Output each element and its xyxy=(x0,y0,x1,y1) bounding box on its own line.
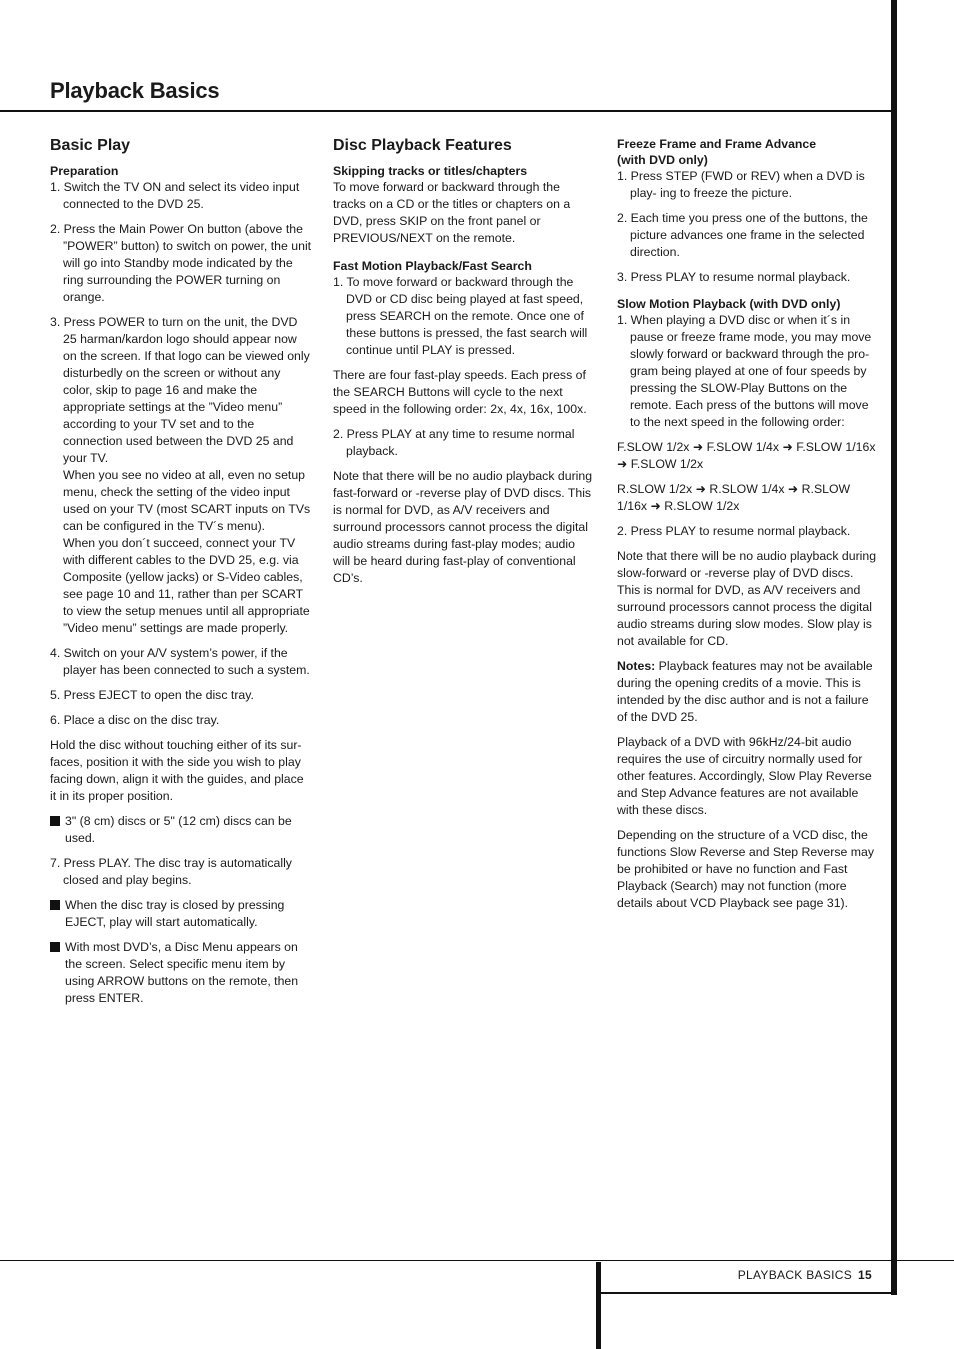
arrow-right-icon: ➜ xyxy=(787,482,799,496)
notes-label: Notes: xyxy=(617,659,656,673)
slow-step-2: 2. Press PLAY to resume normal playback. xyxy=(617,524,851,538)
step-3-no-video: When you see no video at all, even no setup menu, check the setting of the video input used on your TV (most SCART inputs on TVs can be configured in the TV´s menu). xyxy=(63,468,311,533)
step-3-text: 3. Press POWER to turn on the unit, the DVD 25 harman/kardon logo should appear now on the screen. If that logo can be viewed only disturbedly on the screen or without any color, skip to page 16 and make the appropriate settings at the ”Video menu” according to your TV set and to the connection used between the DVD 25 and your TV. xyxy=(50,315,310,465)
footer-box-rule xyxy=(600,1292,897,1294)
seq-rev-3: R.SLOW 1/16x xyxy=(617,482,851,513)
subheading-skipping: Skipping tracks or titles/chapters xyxy=(333,164,528,178)
step-7: 7. Press PLAY. The disc tray is automatically closed and play begins. xyxy=(50,856,292,887)
footer-section-label: PLAYBACK BASICS xyxy=(737,1268,853,1282)
square-bullet-icon xyxy=(50,900,60,910)
page-footer xyxy=(738,1268,872,1282)
page-title: Playback Basics xyxy=(50,78,220,103)
section-title-disc-features: Disc Playback Features xyxy=(333,137,512,154)
step-1: 1. Switch the TV ON and select its video input connected to the DVD 25. xyxy=(50,180,300,211)
arrow-right-icon: ➜ xyxy=(650,499,661,513)
subheading-preparation: Preparation xyxy=(50,164,119,178)
column-basic-play xyxy=(50,136,312,1015)
arrow-right-icon: ➜ xyxy=(692,440,704,454)
footer-rule xyxy=(0,1260,954,1261)
header-rule xyxy=(0,110,894,112)
square-bullet-icon xyxy=(50,816,60,826)
step-3-no-success: When you don´t succeed, connect your TV with different cables to the DVD 25, e.g. via Composite (yellow jacks) or S-Video cables, see page 10 and 11, rather than per SCART to view the setup menues until all appropriate ”Video menu” settings are made properly. xyxy=(63,536,310,635)
seq-rev-4: R.SLOW 1/2x xyxy=(664,499,740,513)
subheading-fast-motion: Fast Motion Playback/Fast Search xyxy=(333,259,532,273)
column-freeze-slow xyxy=(617,136,879,920)
fast-step-1: 1. To move forward or backward through the DVD or CD disc being played at fast speed, press SEARCH on the remote. Once one of these buttons is pressed, the fast search will continue until PLAY is pressed. xyxy=(333,275,588,357)
arrow-right-icon: ➜ xyxy=(617,457,628,471)
step-6: 6. Place a disc on the disc tray. xyxy=(50,713,220,727)
freeze-step-1: 1. Press STEP (FWD or REV) when a DVD is play- ing to freeze the picture. xyxy=(617,169,865,200)
vcd-note-paragraph: Depending on the structure of a VCD disc, the functions Slow Reverse and Step Reverse may be prohibited or have no function and Fast Playback (Search) may not function (more details about VCD Playback see page 31). xyxy=(617,828,874,910)
slow-forward-sequence xyxy=(617,439,879,473)
bullet-eject xyxy=(50,897,312,931)
seq-fwd-2: F.SLOW 1/4x xyxy=(706,440,780,454)
subheading-freeze-line1: Freeze Frame and Frame Advance xyxy=(617,137,817,151)
subheading-freeze-frame xyxy=(617,136,879,168)
step-2: 2. Press the Main Power On button (above the ”POWER” button) to switch on power, the unit will go into Standby mode indicated by the ring surrounding the POWER turning on orange. xyxy=(50,222,312,304)
arrow-right-icon: ➜ xyxy=(782,440,793,454)
freeze-step-2: 2. Each time you press one of the buttons, the picture advances one frame in the selected direction. xyxy=(617,211,868,259)
subheading-freeze-line2: (with DVD only) xyxy=(617,153,708,167)
arrow-right-icon: ➜ xyxy=(695,482,706,496)
subheading-slow-motion: Slow Motion Playback (with DVD only) xyxy=(617,297,841,311)
step-5: 5. Press EJECT to open the disc tray. xyxy=(50,688,254,702)
bullet-eject-text: When the disc tray is closed by pressing EJECT, play will start automatically. xyxy=(65,898,285,929)
seq-rev-2: R.SLOW 1/4x xyxy=(709,482,785,496)
seq-rev-1: R.SLOW 1/2x xyxy=(617,482,693,496)
slow-note-paragraph: Note that there will be no audio playback during slow-forward or -reverse play of DVD discs. This is normal for DVD, as A/V receivers and surround processors cannot process the digital audio streams during slow modes. Slow play is not available for CD. xyxy=(617,549,877,648)
seq-fwd-4: F.SLOW 1/2x xyxy=(630,457,704,471)
square-bullet-icon xyxy=(50,942,60,952)
seq-fwd-1: F.SLOW 1/2x xyxy=(617,440,690,454)
bullet-disc-size xyxy=(50,813,312,847)
seq-fwd-3: F.SLOW 1/16x xyxy=(796,440,876,454)
step-3 xyxy=(50,314,312,637)
page-number: 15 xyxy=(858,1268,872,1282)
footer-divider-bar xyxy=(596,1262,601,1349)
fast-step-2: 2. Press PLAY at any time to resume normal playback. xyxy=(333,427,575,458)
hd-audio-note-paragraph: Playback of a DVD with 96kHz/24-bit audio requires the use of circuitry normally used for other features. Accordingly, Slow Play Reverse and Step Advance features are not available with these discs. xyxy=(617,735,872,817)
notes-paragraph xyxy=(617,658,879,726)
notes-text: Playback features may not be available during the opening credits of a movie. This is intended by the disc author and is not a failure of the DVD 25. xyxy=(617,659,873,724)
bullet-disc-size-text: 3" (8 cm) discs or 5" (12 cm) discs can be used. xyxy=(65,814,292,845)
bullet-disc-menu xyxy=(50,939,312,1007)
slow-reverse-sequence xyxy=(617,481,879,515)
column-disc-features xyxy=(333,136,595,595)
right-margin-bar xyxy=(891,0,897,1295)
hold-disc-paragraph: Hold the disc without touching either of its sur- faces, position it with the side you wish to play facing down, align it with the guides, and place it in its proper position. xyxy=(50,738,304,803)
step-4: 4. Switch on your A/V system’s power, if the player has been connected to such a system. xyxy=(50,646,310,677)
freeze-step-3: 3. Press PLAY to resume normal playback. xyxy=(617,270,851,284)
bullet-disc-menu-text: With most DVD’s, a Disc Menu appears on the screen. Select specific menu item by using ARROW buttons on the remote, then press ENTER. xyxy=(65,940,299,1005)
skip-paragraph: To move forward or backward through the tracks on a CD or the titles or chapters on a DVD, press SKIP on the front panel or PREVIOUS/NEXT on the remote. xyxy=(333,180,571,245)
fast-note-paragraph: Note that there will be no audio playback during fast-forward or -reverse play of DVD discs. This is normal for DVD, as A/V receivers and surround processors cannot process the digital audio streams during fast-play modes; audio will be heard during fast-play of conventional CD’s. xyxy=(333,469,593,585)
slow-step-1: 1. When playing a DVD disc or when it´s in pause or freeze frame mode, you may move slowly forward or backward through the pro- gram being played at one of four speeds by pressing the SLOW-Play Buttons on the remote. Each press of the buttons will move to the next speed in the following order: xyxy=(617,313,872,429)
fast-speeds-paragraph: There are four fast-play speeds. Each press of the SEARCH Buttons will cycle to the next speed in the following order: 2x, 4x, 16x, 100x. xyxy=(333,368,587,416)
section-title-basic-play: Basic Play xyxy=(50,137,131,154)
